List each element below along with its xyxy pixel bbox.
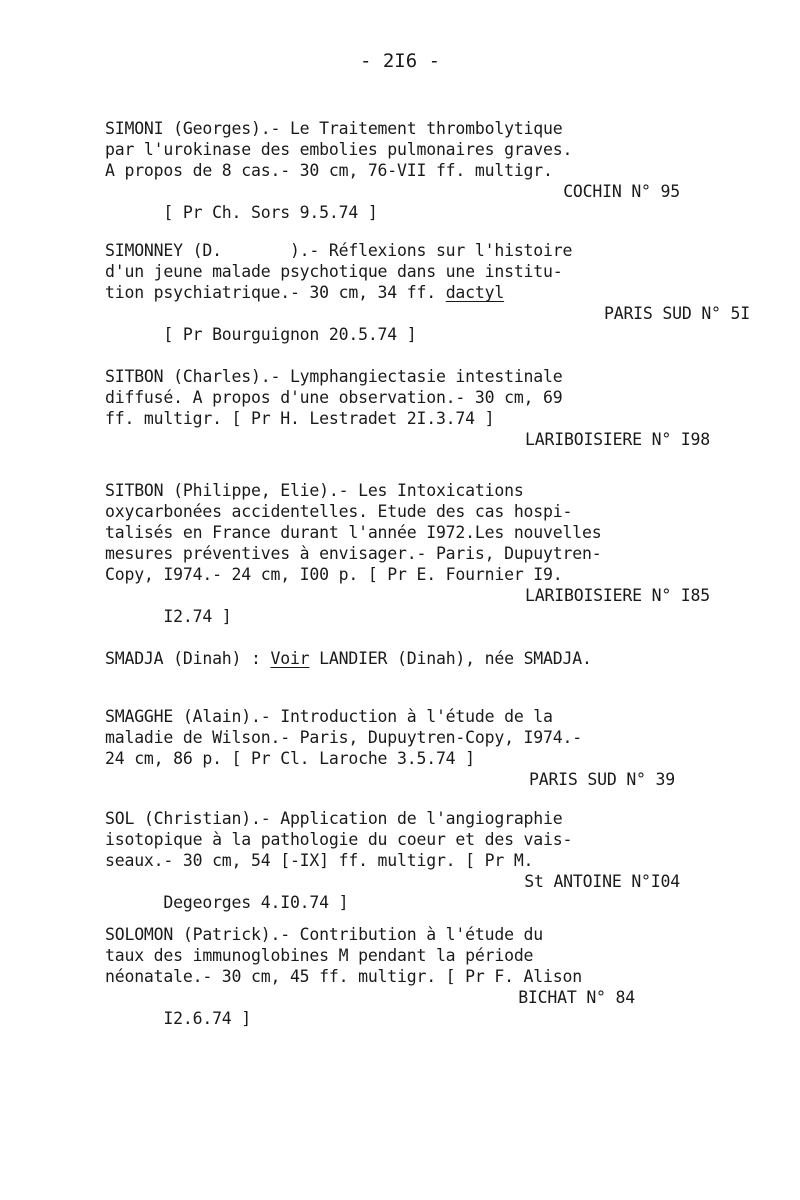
entry-line: SMAGGHE (Alain).- Introduction à l'étude de la bbox=[105, 707, 553, 726]
entry-location-line bbox=[105, 429, 710, 450]
entry-location: PARIS SUD N° 5I bbox=[603, 304, 750, 323]
entry-location: St ANTOINE N°I04 bbox=[524, 872, 680, 891]
entry-line: SOLOMON (Patrick).- Contribution à l'étude du bbox=[105, 925, 544, 944]
entry-line: ff. multigr. [ Pr H. Lestradet 2I.3.74 ] bbox=[105, 409, 495, 428]
entry-line: tion psychiatrique.- 30 cm, 34 ff. bbox=[105, 283, 446, 302]
bibliography-entry-sol bbox=[105, 808, 705, 912]
entry-line: Degeorges 4.I0.74 ] bbox=[163, 893, 349, 912]
entry-line: SMADJA (Dinah) : bbox=[105, 649, 271, 668]
bibliography-entry-sitbon-charles bbox=[105, 366, 710, 450]
entry-location: LARIBOISIERE N° I98 bbox=[525, 430, 710, 449]
entry-location: PARIS SUD N° 39 bbox=[528, 770, 675, 789]
bibliography-entry-solomon bbox=[105, 924, 705, 1028]
entry-location-line bbox=[105, 769, 705, 790]
entry-line: diffusé. A propos d'une observation.- 30 cm, 69 bbox=[105, 388, 563, 407]
bibliography-entry-simoni bbox=[105, 118, 705, 222]
entry-line: [ Pr Bourguignon 20.5.74 ] bbox=[163, 325, 417, 344]
entry-last-line bbox=[105, 585, 710, 626]
bibliography-entry-sitbon-philippe bbox=[105, 480, 710, 626]
entry-line: taux des immunoglobines M pendant la période bbox=[105, 946, 534, 965]
entry-line: oxycarbonées accidentelles. Etude des cas hospi- bbox=[105, 502, 573, 521]
entry-line: A propos de 8 cas.- 30 cm, 76-VII ff. multigr. bbox=[105, 161, 553, 180]
entry-location: COCHIN N° 95 bbox=[563, 182, 680, 201]
entry-last-line bbox=[105, 871, 705, 912]
entry-last-line bbox=[105, 987, 705, 1028]
entry-line: d'un jeune malade psychotique dans une institu- bbox=[105, 262, 563, 281]
bibliography-entry-smagghe bbox=[105, 706, 705, 790]
entry-line: seaux.- 30 cm, 54 [-IX] ff. multigr. [ Pr M. bbox=[105, 851, 534, 870]
entry-line: Copy, I974.- 24 cm, I00 p. [ Pr E. Fournier I9. bbox=[105, 565, 563, 584]
bibliography-entry-smadja bbox=[105, 648, 705, 669]
entry-line-with-underline bbox=[105, 282, 705, 303]
entry-line: isotopique à la pathologie du coeur et des vais- bbox=[105, 830, 573, 849]
entry-line: 24 cm, 86 p. [ Pr Cl. Laroche 3.5.74 ] bbox=[105, 749, 475, 768]
underlined-word: Voir bbox=[270, 649, 310, 668]
entry-line: I2.6.74 ] bbox=[163, 1009, 252, 1028]
page-number: - 2I6 - bbox=[359, 50, 441, 72]
entry-last-line bbox=[105, 181, 705, 222]
entry-line: I2.74 ] bbox=[163, 607, 232, 626]
entry-line: LANDIER (Dinah), née SMADJA. bbox=[309, 649, 592, 668]
entry-line: SIMONI (Georges).- Le Traitement thrombolytique bbox=[105, 119, 563, 138]
entry-line: [ Pr Ch. Sors 9.5.74 ] bbox=[163, 203, 378, 222]
entry-location: BICHAT N° 84 bbox=[518, 988, 635, 1007]
entry-line: néonatale.- 30 cm, 45 ff. multigr. [ Pr F. Alison bbox=[105, 967, 582, 986]
entry-last-line bbox=[105, 303, 750, 344]
entry-line: SITBON (Philippe, Elie).- Les Intoxications bbox=[105, 481, 524, 500]
entry-line: SITBON (Charles).- Lymphangiectasie intestinale bbox=[105, 367, 563, 386]
entry-line: par l'urokinase des embolies pulmonaires graves. bbox=[105, 140, 573, 159]
entry-line: mesures préventives à envisager.- Paris, Dupuytren- bbox=[105, 544, 602, 563]
entry-line: maladie de Wilson.- Paris, Dupuytren-Copy, I974.- bbox=[105, 728, 582, 747]
entry-line: SOL (Christian).- Application de l'angiographie bbox=[105, 809, 563, 828]
underlined-word: dactyl bbox=[445, 283, 505, 302]
cross-reference-line bbox=[105, 648, 705, 669]
entry-line: talisés en France durant l'année I972.Les nouvelles bbox=[105, 523, 602, 542]
bibliography-entry-simonney bbox=[105, 240, 750, 344]
entry-line: SIMONNEY (D. ).- Réflexions sur l'histoire bbox=[105, 241, 573, 260]
entry-location: LARIBOISIERE N° I85 bbox=[525, 586, 710, 605]
